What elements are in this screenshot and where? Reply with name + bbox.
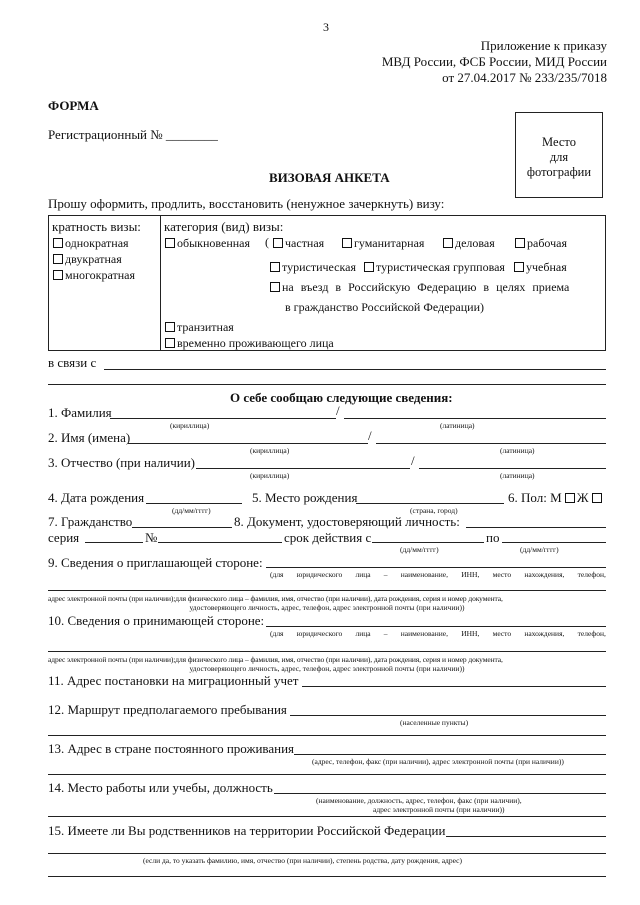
form-title: ВИЗОВАЯ АНКЕТА [269, 170, 390, 185]
option-tourist-group[interactable]: туристическая групповая [364, 260, 505, 275]
photo-box[interactable] [515, 112, 603, 198]
checkbox-tourist-group[interactable] [364, 262, 374, 272]
q9-field-2[interactable] [48, 590, 606, 591]
q15-field-2[interactable] [48, 853, 606, 854]
checkbox-ordinary[interactable] [165, 238, 175, 248]
q7-label: 7. Гражданство [48, 514, 133, 529]
q14-hint-2: адрес электронной почты (при наличии)) [373, 805, 505, 814]
q13-label: 13. Адрес в стране постоянного проживания [48, 741, 295, 756]
checkbox-private[interactable] [273, 238, 283, 248]
checkbox-tourist[interactable] [270, 262, 280, 272]
q1-hint-cyrillic: (кириллица) [170, 421, 210, 430]
q2-hint-cyrillic: (кириллица) [250, 446, 290, 455]
q12-field[interactable] [290, 715, 606, 716]
q8-hint-from: (дд/мм/гггг) [400, 545, 439, 554]
form-label: ФОРМА [48, 98, 99, 113]
q10-field-2[interactable] [48, 651, 606, 652]
checkbox-temp-resident[interactable] [165, 338, 175, 348]
q6-female-label: Ж [576, 490, 589, 505]
q1-latin-field[interactable] [344, 418, 606, 419]
registration-number: Регистрационный № ________ [48, 127, 218, 142]
q13-hint: (адрес, телефон, факс (при наличии), адрес электронной почты (при наличии)) [312, 757, 564, 766]
q14-field[interactable] [274, 793, 606, 794]
q3-cyrillic-field[interactable] [196, 468, 410, 469]
option-study[interactable]: учебная [514, 260, 567, 275]
q6-label: 6. Пол: М Ж [508, 490, 604, 506]
option-temp-resident[interactable]: временно проживающего лица [165, 336, 334, 351]
q2-cyrillic-field[interactable] [128, 443, 368, 444]
q3-latin-field[interactable] [419, 468, 606, 469]
q8-to-label: по [486, 530, 500, 545]
in-connection-label: в связи с [48, 355, 97, 370]
checkbox-transit[interactable] [165, 322, 175, 332]
q15-field-3[interactable] [48, 876, 606, 877]
q12-label: 12. Маршрут предполагаемого пребывания [48, 702, 287, 717]
citizenship-text: в гражданство Российской Федерации) [285, 300, 485, 314]
multiplicity-label: кратность визы: [52, 219, 141, 234]
q9-field[interactable] [266, 567, 606, 568]
q4-birthdate-field[interactable] [146, 503, 242, 504]
checkbox-study[interactable] [514, 262, 524, 272]
option-business[interactable]: деловая [443, 236, 495, 251]
option-private[interactable]: частная [273, 236, 324, 251]
q8-series-label: серия [48, 530, 80, 545]
header-line-2: МВД России, ФСБ России, МИД России [381, 54, 607, 69]
q14-field-2[interactable] [48, 816, 606, 817]
section-title: О себе сообщаю следующие сведения: [230, 390, 453, 405]
q8-number-field[interactable] [158, 542, 282, 543]
q15-label: 15. Имеете ли Вы родственников на территории Российской Федерации [48, 823, 446, 838]
q8-validity-label: срок действия с [284, 530, 372, 545]
checkbox-multiple[interactable] [53, 270, 63, 280]
q15-hint: (если да, то указать фамилию, имя, отчество (при наличии), степень родства, дату рождения, адрес) [143, 856, 462, 865]
q8-label: 8. Документ, удостоверяющий личность: [234, 514, 460, 529]
header-line-3: от 27.04.2017 № 233/235/7018 [442, 70, 607, 85]
header-line-1: Приложение к приказу [480, 38, 607, 53]
q12-field-2[interactable] [48, 735, 606, 736]
option-double[interactable]: двукратная [53, 252, 122, 267]
q10-hint-2: адрес электронной почты (при наличии);для физического лица – фамилия, имя, отчество (при наличии), дата рождения, серия и номер документа, [48, 655, 503, 664]
q10-hint-3: удостоверяющего личность, адрес, телефон, адрес электронной почты (при наличии)) [189, 664, 465, 673]
q14-hint-1: (наименование, должность, адрес, телефон, факс (при наличии), [316, 796, 522, 805]
checkbox-business[interactable] [443, 238, 453, 248]
q2-slash: / [368, 428, 372, 443]
q8-validity-from-field[interactable] [372, 542, 484, 543]
option-tourist[interactable]: туристическая [270, 260, 356, 275]
q2-latin-field[interactable] [376, 443, 606, 444]
category-label: категория (вид) визы: [164, 219, 284, 234]
q10-hint-1: (для юридического лица – наименование, ИНН, место нахождения, телефон, [270, 629, 606, 638]
photo-line-3: фотографии [526, 165, 592, 179]
q9-label: 9. Сведения о приглашающей стороне: [48, 555, 263, 570]
paren-open: ( [265, 235, 269, 249]
q3-hint-cyrillic: (кириллица) [250, 471, 290, 480]
q9-hint-2: адрес электронной почты (при наличии);для физического лица – фамилия, имя, отчество (при наличии), дата рождения, серия и номер документа, [48, 594, 503, 603]
q8-hint-to: (дд/мм/гггг) [520, 545, 559, 554]
q9-hint-1: (для юридического лица – наименование, ИНН, место нахождения, телефон, [270, 570, 606, 579]
table-divider [160, 215, 161, 351]
option-transit[interactable]: транзитная [165, 320, 234, 335]
option-ordinary[interactable]: обыкновенная [165, 236, 250, 251]
q1-hint-latin: (латиница) [440, 421, 475, 430]
q5-birthplace-field[interactable] [356, 503, 504, 504]
option-multiple[interactable]: многократная [53, 268, 135, 283]
in-connection-field[interactable] [104, 369, 606, 370]
photo-line-1: Место [542, 135, 576, 149]
q13-field[interactable] [294, 754, 606, 755]
checkbox-male[interactable] [565, 493, 575, 503]
q7-citizenship-field[interactable] [132, 527, 232, 528]
checkbox-entry-citizenship[interactable] [270, 282, 280, 292]
option-work[interactable]: рабочая [515, 236, 567, 251]
q4-hint: (дд/мм/гггг) [172, 506, 211, 515]
q4-label: 4. Дата рождения [48, 490, 145, 505]
q3-hint-latin: (латиница) [500, 471, 535, 480]
photo-line-2: для [549, 150, 569, 164]
option-entry-citizenship[interactable]: на въезд в Российскую Федерацию в целях приема [270, 280, 598, 295]
header-block [382, 38, 607, 86]
request-text: Прошу оформить, продлить, восстановить (ненужное зачеркнуть) визу: [48, 196, 445, 211]
q10-field[interactable] [266, 626, 606, 627]
q12-hint: (населенные пункты) [400, 718, 469, 727]
q15-field[interactable] [446, 836, 606, 837]
q8-validity-to-field[interactable] [502, 542, 606, 543]
q3-slash: / [411, 453, 415, 468]
in-connection-field-2[interactable] [48, 384, 606, 385]
q5-label: 5. Место рождения [252, 490, 358, 505]
q14-label: 14. Место работы или учебы, должность [48, 780, 273, 795]
q1-label: 1. Фамилия [48, 405, 112, 420]
q9-hint-3: удостоверяющего личность, адрес, телефон, адрес электронной почты (при наличии)) [189, 603, 465, 612]
option-humanitarian[interactable]: гуманитарная [342, 236, 424, 251]
q10-label: 10. Сведения о принимающей стороне: [48, 613, 265, 628]
q2-label: 2. Имя (имена) [48, 430, 131, 445]
q1-slash: / [336, 403, 340, 418]
q1-cyrillic-field[interactable] [110, 418, 336, 419]
q11-field[interactable] [302, 686, 606, 687]
checkbox-double[interactable] [53, 254, 63, 264]
page-number: 3 [323, 20, 329, 34]
q8-number-label: № [145, 530, 158, 545]
q2-hint-latin: (латиница) [500, 446, 535, 455]
q13-field-2[interactable] [48, 774, 606, 775]
checkbox-single[interactable] [53, 238, 63, 248]
q8-series-field[interactable] [85, 542, 143, 543]
option-single[interactable]: однократная [53, 236, 129, 251]
checkbox-female[interactable] [592, 493, 602, 503]
checkbox-work[interactable] [515, 238, 525, 248]
q5-hint: (страна, город) [410, 506, 458, 515]
checkbox-humanitarian[interactable] [342, 238, 352, 248]
q8-document-field[interactable] [466, 527, 606, 528]
q3-label: 3. Отчество (при наличии) [48, 455, 196, 470]
q11-label: 11. Адрес постановки на миграционный учет [48, 673, 299, 688]
